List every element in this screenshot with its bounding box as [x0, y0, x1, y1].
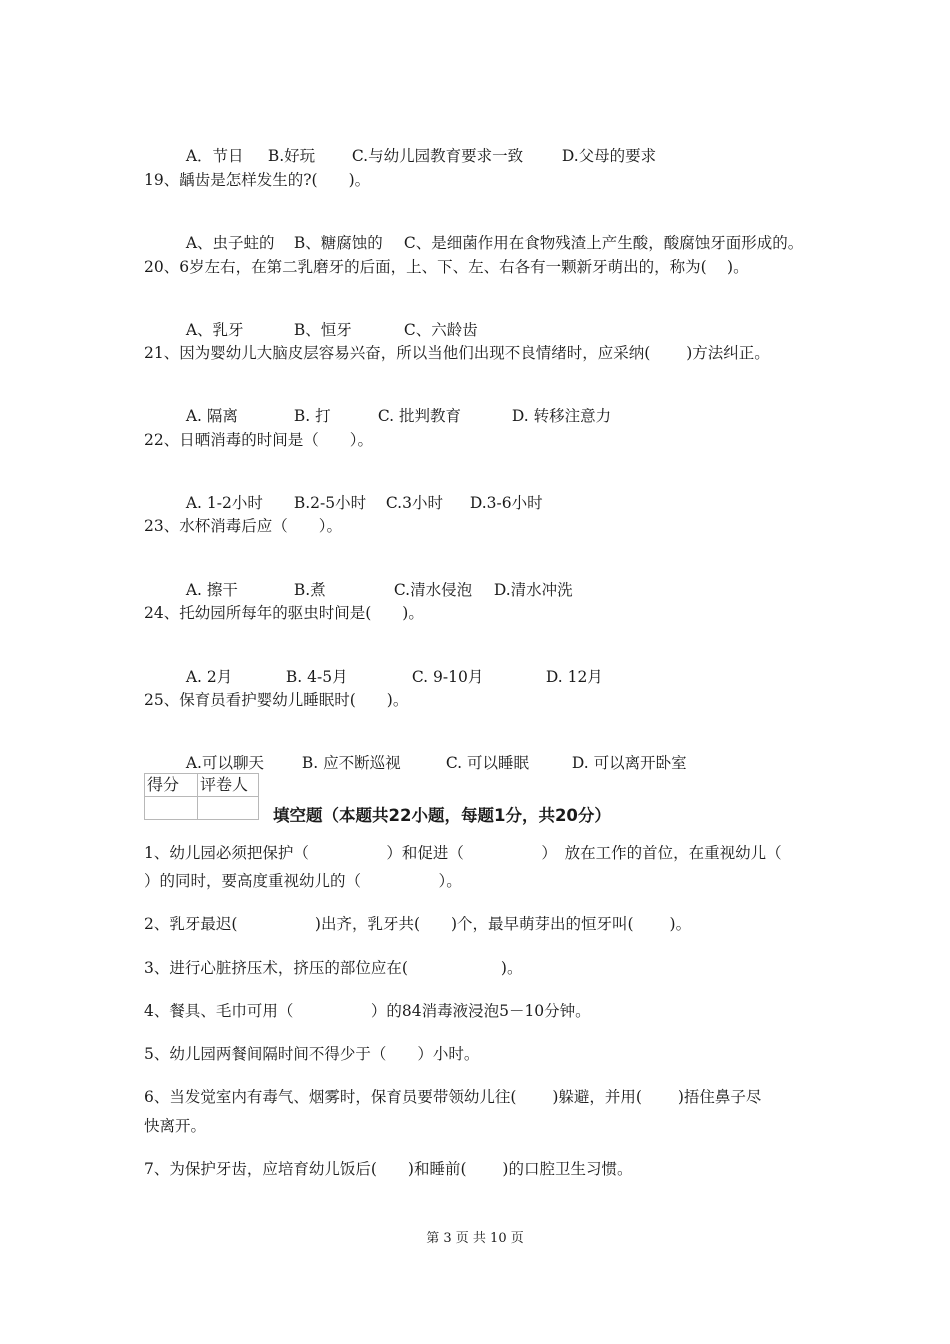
option: A、乳牙 — [185, 321, 244, 339]
question-25-stem: 25、保育员看护婴幼儿睡眠时( )。 — [144, 691, 409, 709]
page-footer: 第 3 页 共 10 页 — [426, 1231, 524, 1246]
option: D.父母的要求 — [561, 147, 657, 165]
question-24-stem: 24、托幼园所每年的驱虫时间是( )。 — [144, 604, 424, 622]
option: B.2-5小时 — [293, 494, 367, 512]
option: C、是细菌作用在食物残渣上产生酸，酸腐蚀牙面形成的。 — [403, 234, 804, 252]
option: C、六龄齿 — [403, 321, 478, 339]
question-22-options — [176, 473, 543, 513]
option: D.3-6小时 — [469, 494, 543, 512]
question-21-stem: 21、因为婴幼儿大脑皮层容易兴奋，所以当他们出现不良情绪时，应采纳( )方法纠正。 — [144, 344, 770, 362]
option: C. 可以睡眠 — [445, 754, 530, 772]
option: C.3小时 — [385, 494, 443, 512]
fill-line: 2、乳牙最迟( )出齐，乳牙共( )个，最早萌芽出的恒牙叫( )。 — [144, 915, 692, 933]
score-cell — [145, 797, 198, 820]
option: C.与幼儿园教育要求一致 — [351, 147, 524, 165]
question-22-stem: 22、日晒消毒的时间是（ ）。 — [144, 431, 373, 449]
fill-line: ）的同时，要高度重视幼儿的（ ）。 — [144, 872, 462, 890]
question-24-options — [176, 647, 603, 687]
option: D. 12月 — [545, 668, 603, 686]
option: A.可以聊天 — [185, 754, 264, 772]
option: C. 批判教育 — [377, 407, 462, 425]
option: A、虫子蛀的 — [185, 234, 275, 252]
grader-cell — [198, 797, 259, 820]
option: D. 可以离开卧室 — [571, 754, 687, 772]
option: A. 2月 — [185, 668, 233, 686]
question-20-stem: 20、6岁左右，在第二乳磨牙的后面，上、下、左、右各有一颗新牙萌出的，称为( )。 — [144, 258, 749, 276]
grader-label: 评卷人 — [198, 774, 259, 797]
question-19-stem: 19、龋齿是怎样发生的?( )。 — [144, 171, 371, 189]
option: C.清水侵泡 — [393, 581, 473, 599]
score-table — [144, 773, 259, 820]
fill-line: 7、为保护牙齿，应培育幼儿饭后( )和睡前( )的口腔卫生习惯。 — [144, 1160, 633, 1178]
question-20-options — [176, 300, 478, 340]
section-title: 填空题（本题共22小题，每题1分，共20分） — [273, 806, 611, 825]
option: B、恒牙 — [293, 321, 352, 339]
fill-line: 3、进行心脏挤压术，挤压的部位应在( )。 — [144, 959, 523, 977]
option: B、糖腐蚀的 — [293, 234, 383, 252]
option: B. 4-5月 — [285, 668, 348, 686]
option: B. 应不断巡视 — [301, 754, 401, 772]
question-25-options — [176, 733, 687, 773]
fill-line: 6、当发觉室内有毒气、烟雾时，保育员要带领幼儿往( )躲避，并用( )捂住鼻子尽 — [144, 1088, 762, 1106]
option: A. 擦干 — [185, 581, 238, 599]
score-label: 得分 — [145, 774, 198, 797]
option: A. 1-2小时 — [185, 494, 263, 512]
option: D. 转移注意力 — [511, 407, 612, 425]
fill-line: 1、幼儿园必须把保护（ ）和促进（ ） 放在工作的首位，在重视幼儿（ — [144, 844, 782, 862]
option: A．节日 — [185, 147, 244, 165]
question-23-stem: 23、水杯消毒后应（ ）。 — [144, 517, 342, 535]
fill-line: 5、幼儿园两餐间隔时间不得少于（ ）小时。 — [144, 1045, 480, 1063]
option: A. 隔离 — [185, 407, 238, 425]
fill-line: 4、餐具、毛巾可用（ ）的84消毒液浸泡5－10分钟。 — [144, 1002, 591, 1020]
question-18-options — [176, 126, 656, 166]
fill-line: 快离开。 — [144, 1117, 207, 1135]
option: D.清水冲洗 — [493, 581, 573, 599]
question-19-options — [176, 213, 803, 253]
option: C. 9-10月 — [411, 668, 484, 686]
option: B.煮 — [293, 581, 326, 599]
option: B.好玩 — [267, 147, 316, 165]
question-23-options — [176, 560, 573, 600]
option: B. 打 — [293, 407, 331, 425]
question-21-options — [176, 386, 611, 426]
